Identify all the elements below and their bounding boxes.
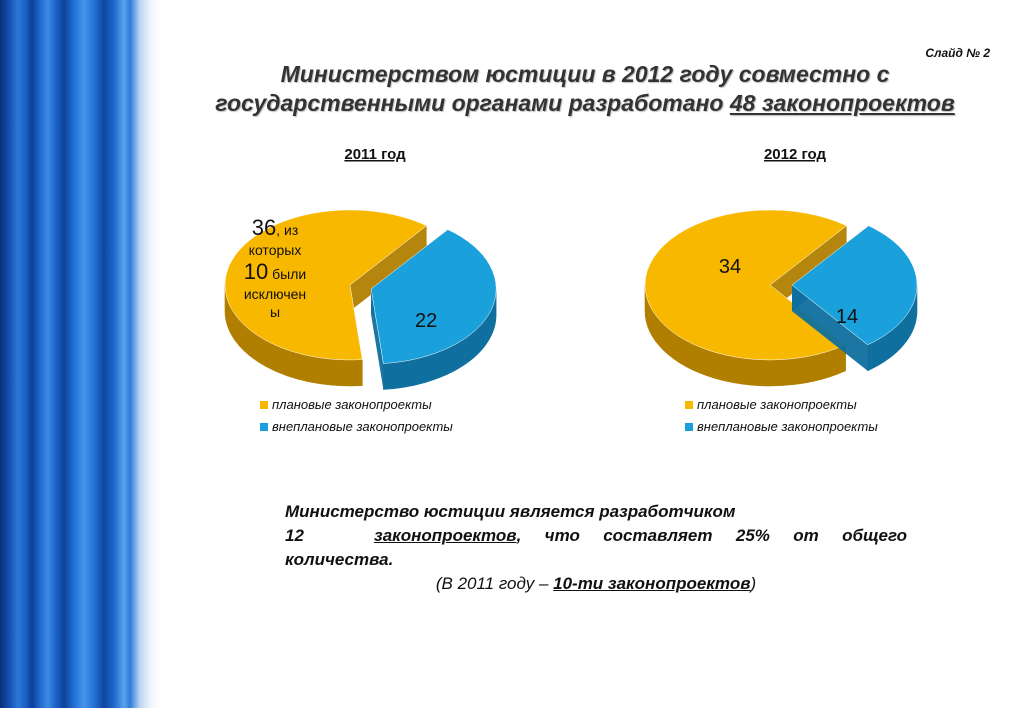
decorative-side-band	[0, 0, 160, 708]
pie-chart-1	[225, 146, 496, 434]
legend-planned-swatch	[260, 401, 268, 409]
legend-planned-label: плановые законопроекты	[697, 397, 857, 412]
note-prefix: (В 2011 году –	[435, 574, 554, 593]
title-line-2-prefix: государственными органами разработано	[215, 90, 730, 116]
body-text	[285, 500, 907, 596]
data-label-line-4: исключен	[243, 286, 307, 302]
legend-unplanned-label: внеплановые законопроекты	[697, 419, 878, 434]
legend-unplanned-swatch	[260, 423, 268, 431]
body-line-3: количества.	[285, 550, 394, 569]
body-line-2-rest: , что составляет 25% от общего	[516, 526, 907, 545]
slide-title	[180, 60, 990, 118]
pie-charts	[190, 135, 950, 455]
legend-planned-label: плановые законопроекты	[272, 397, 432, 412]
slide-number: Слайд № 2	[925, 46, 990, 60]
chart-title-2: 2012 год	[763, 146, 827, 163]
body-line-1: Министерство юстиции является разработчиком	[285, 502, 736, 521]
data-label-planned: 34	[718, 256, 742, 278]
body-count: 12	[285, 526, 304, 545]
data-label-excluded-value: 10	[243, 259, 269, 284]
data-label-line-5: ы	[269, 304, 281, 320]
chart-title-1: 2011 год	[344, 146, 406, 163]
data-label-text: , из	[276, 222, 299, 238]
title-line-1: Министерством юстиции в 2012 году совместно с	[280, 61, 890, 87]
title-line-2	[180, 89, 990, 118]
title-emphasis: 48 законопроектов	[729, 90, 955, 116]
legend-planned-swatch	[685, 401, 693, 409]
data-label-line-2: которых	[248, 242, 302, 258]
body-bills-link: законопроектов	[374, 526, 517, 545]
data-label-unplanned: 22	[415, 309, 438, 332]
note-emphasis: 10-ти законопроектов	[553, 574, 751, 593]
chart-legend-1	[260, 397, 453, 434]
legend-unplanned-label: внеплановые законопроекты	[272, 419, 453, 434]
pie-chart-2	[645, 146, 917, 434]
note-suffix: )	[750, 574, 757, 593]
body-line-2	[285, 524, 907, 548]
body-note	[285, 572, 907, 596]
chart-legend-2	[685, 397, 878, 434]
data-label-excluded-text: были	[268, 266, 307, 282]
data-label-unplanned: 14	[835, 306, 859, 329]
data-label-value: 36	[251, 215, 277, 240]
legend-unplanned-swatch	[685, 423, 693, 431]
